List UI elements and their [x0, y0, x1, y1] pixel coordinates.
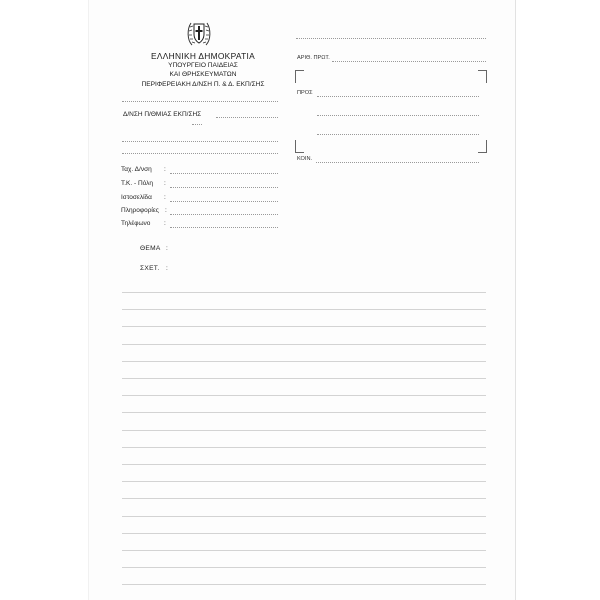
cc-label: ΚΟΙΝ. [297, 156, 313, 162]
writing-line[interactable] [122, 326, 486, 327]
writing-line[interactable] [122, 533, 486, 534]
protocol-number-line[interactable] [332, 61, 486, 62]
ministry-line-1: ΥΠΟΥΡΓΕΙΟ ΠΑΙΔΕΙΑΣ [168, 62, 238, 69]
directorate-label: Δ/ΝΣΗ Π/ΘΜΙΑΣ ΕΚΠ/ΣΗΣ [123, 111, 202, 118]
to-label: ΠΡΟΣ [297, 90, 313, 96]
website-field[interactable] [170, 201, 278, 202]
to-line-1[interactable] [317, 96, 479, 97]
protocol-label: ΑΡΙΘ. ΠΡΩΤ. [297, 55, 330, 61]
address-field[interactable] [170, 173, 278, 174]
writing-line[interactable] [122, 361, 486, 362]
writing-line[interactable] [122, 378, 486, 379]
to-line-2[interactable] [317, 115, 479, 116]
cc-line[interactable] [316, 162, 479, 163]
writing-line[interactable] [122, 430, 486, 431]
postcode-city-label: Τ.Κ. - Πόλη [121, 180, 154, 187]
writing-line[interactable] [122, 447, 486, 448]
directorate-fill-line[interactable] [216, 117, 278, 118]
subject-label: ΘΕΜΑ [140, 245, 161, 252]
writing-line[interactable] [122, 464, 486, 465]
ministry-line-2: ΚΑΙ ΘΡΗΣΚΕΥΜΑΤΩΝ [169, 71, 237, 78]
writing-line[interactable] [122, 516, 486, 517]
phone-label: Τηλέφωνο [121, 220, 151, 227]
writing-line[interactable] [122, 584, 486, 585]
regional-directorate: ΠΕΡΙΦΕΡΕΙΑΚΗ Δ/ΝΣΗ Π. & Δ. ΕΚΠ/ΣΗΣ [141, 81, 265, 88]
directorate-fill-line-2[interactable] [122, 141, 278, 142]
to-line-3[interactable] [317, 134, 479, 135]
writing-line[interactable] [122, 498, 486, 499]
website-label: Ιστοσελίδα [121, 194, 152, 201]
writing-line[interactable] [122, 344, 486, 345]
republic-title: ΕΛΛΗΝΙΚΗ ΔΗΜΟΚΡΑΤΙΑ [150, 51, 256, 61]
address-box-corner-br [478, 140, 487, 153]
regional-fill-line[interactable] [122, 101, 278, 102]
address-box-corner-tl [295, 70, 304, 83]
writing-line[interactable] [122, 550, 486, 551]
address-label: Ταχ. Δ/νση [121, 166, 152, 173]
address-box-corner-bl [295, 140, 304, 153]
directorate-fill-line-3[interactable] [122, 153, 278, 154]
information-label: Πληροφορίες [121, 207, 159, 214]
information-field[interactable] [170, 214, 278, 215]
greek-coat-of-arms-icon [186, 18, 212, 48]
writing-line[interactable] [122, 481, 486, 482]
reference-label: ΣΧΕΤ. [140, 265, 160, 272]
writing-line[interactable] [122, 292, 486, 293]
phone-field[interactable] [170, 227, 278, 228]
top-right-line [296, 38, 486, 39]
writing-line[interactable] [122, 567, 486, 568]
writing-line[interactable] [122, 395, 486, 396]
postcode-city-field[interactable] [170, 187, 278, 188]
writing-line[interactable] [122, 309, 486, 310]
directorate-short-line [192, 124, 202, 125]
writing-line[interactable] [122, 412, 486, 413]
address-box-corner-tr [478, 70, 487, 83]
